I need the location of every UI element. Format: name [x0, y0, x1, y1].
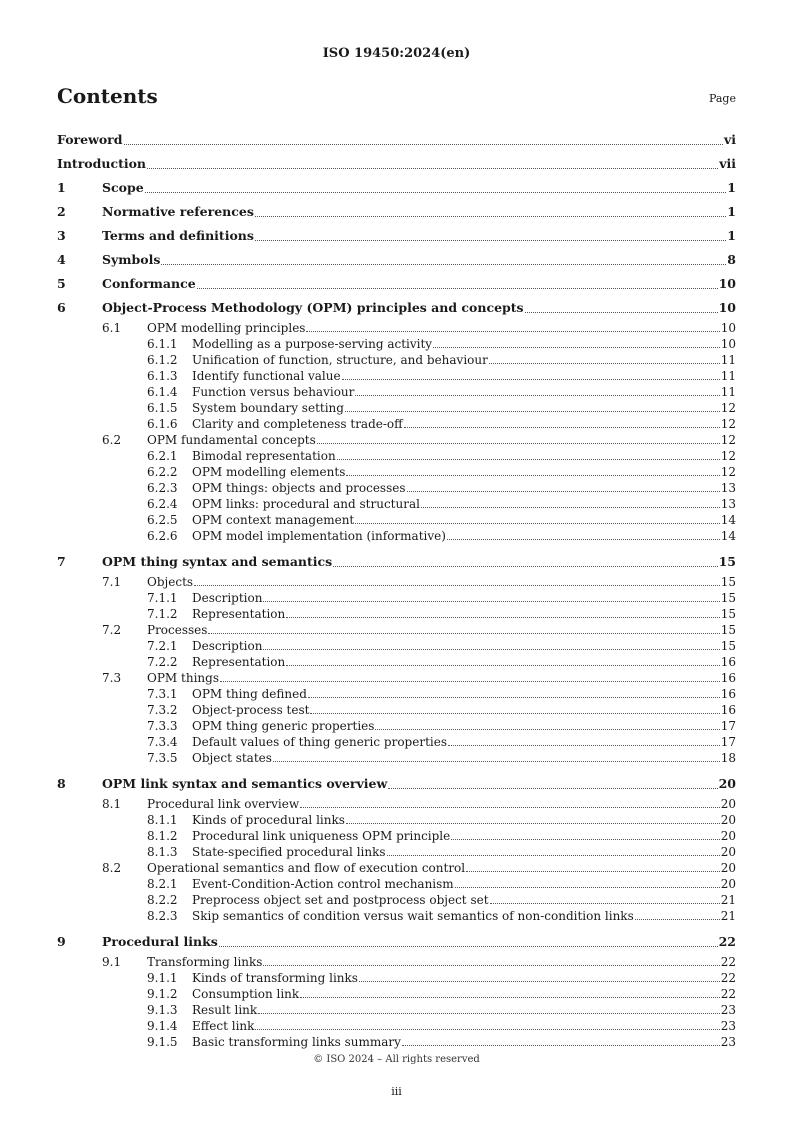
toc-entry-number: 5 [57, 276, 66, 291]
toc-entry-title[interactable]: Default values of thing generic properties [192, 735, 447, 749]
toc-entry[interactable] [57, 908, 736, 924]
toc-entry-number: 7 [57, 554, 66, 569]
toc-entry-page[interactable]: 20 [720, 861, 736, 875]
toc-entry-number: 8.2.3 [147, 909, 178, 923]
toc-entry[interactable] [57, 432, 736, 448]
dot-leader [194, 584, 720, 586]
toc-entry-page[interactable]: 20 [720, 829, 736, 843]
toc-entry[interactable] [57, 930, 736, 954]
dot-leader [220, 680, 720, 682]
toc-entry-number: 6.1 [102, 321, 122, 335]
dot-leader [455, 886, 720, 888]
toc-entry[interactable] [57, 1034, 736, 1050]
toc-entry-number: 8.2.2 [147, 893, 178, 907]
toc-entry-page[interactable]: 15 [718, 554, 736, 569]
copyright-notice: © ISO 2024 – All rights reserved [313, 1054, 480, 1065]
toc-entry-number: 7.3 [102, 671, 122, 685]
toc-entry-number: 6.1.2 [147, 353, 178, 367]
toc-entry-number: 7.3.4 [147, 735, 178, 749]
toc-entry-number: 6.1.6 [147, 417, 178, 431]
toc-entry[interactable] [57, 828, 736, 844]
toc-entry-title[interactable]: Transforming links [147, 955, 263, 969]
toc-entry-page[interactable]: 12 [720, 417, 736, 431]
toc-entry-title[interactable]: Conformance [102, 276, 196, 291]
toc-entry-title[interactable]: State-specified procedural links [192, 845, 386, 859]
toc-entry[interactable] [57, 654, 736, 670]
toc-entry-page[interactable]: 11 [720, 369, 736, 383]
dot-leader [407, 490, 720, 492]
dot-leader [310, 712, 719, 714]
toc-entry-page[interactable]: 10 [720, 321, 736, 335]
toc-entry[interactable] [57, 986, 736, 1002]
toc-entry-page[interactable]: 1 [727, 180, 736, 195]
toc-entry-number: 7.2.1 [147, 639, 178, 653]
toc-entry-number: 8.2 [102, 861, 122, 875]
toc-entry-page[interactable]: 17 [720, 735, 736, 749]
toc-entry[interactable] [57, 860, 736, 876]
toc-entry-page[interactable]: 10 [718, 276, 736, 291]
toc-entry-number: 7.2 [102, 623, 122, 637]
toc-entry[interactable] [57, 296, 736, 320]
toc-entry-title[interactable]: OPM modelling principles [147, 321, 306, 335]
toc-entry-number: 2 [57, 204, 66, 219]
toc-entry-page[interactable]: 12 [720, 449, 736, 463]
page-number: iii [391, 1085, 402, 1098]
toc-entry-number: 1 [57, 180, 66, 195]
toc-entry-page[interactable]: 23 [720, 1019, 736, 1033]
toc-entry-page[interactable]: 12 [720, 465, 736, 479]
dot-leader [337, 458, 720, 460]
dot-leader [300, 996, 720, 998]
toc-entry-title[interactable]: OPM model implementation (informative) [192, 529, 446, 543]
toc-entry[interactable] [57, 970, 736, 986]
toc-entry-page[interactable]: 21 [720, 893, 736, 907]
toc-entry-title[interactable]: Clarity and completeness trade-off [192, 417, 403, 431]
toc-entry-title[interactable]: Identify functional value [192, 369, 341, 383]
dot-leader [263, 964, 719, 966]
toc-entry[interactable] [57, 670, 736, 686]
toc-entry-number: 8 [57, 776, 66, 791]
toc-entry-number: 7.3.2 [147, 703, 178, 717]
toc-entry-number: 6.1.4 [147, 385, 178, 399]
toc-entry[interactable] [57, 512, 736, 528]
toc-entry-number: 9.1.5 [147, 1035, 178, 1049]
toc-entry-title[interactable]: Foreword [57, 132, 123, 147]
toc-entry[interactable] [57, 718, 736, 734]
toc-entry-number: 8.1 [102, 797, 122, 811]
toc-entry-page[interactable]: 12 [720, 401, 736, 415]
toc-entry[interactable] [57, 796, 736, 812]
toc-entry-page[interactable]: 15 [720, 575, 736, 589]
toc-entry-title[interactable]: Normative references [102, 204, 254, 219]
toc-entry-page[interactable]: 10 [718, 300, 736, 315]
dot-leader [635, 918, 720, 920]
dot-leader [355, 522, 719, 524]
dot-leader [286, 616, 719, 618]
toc-entry-title[interactable]: Representation [192, 655, 286, 669]
toc-entry[interactable] [57, 352, 736, 368]
toc-entry-title[interactable]: Procedural link overview [147, 797, 300, 811]
dot-leader [263, 600, 719, 602]
toc-entry[interactable] [57, 686, 736, 702]
dot-leader [124, 143, 723, 145]
toc-entry[interactable] [57, 622, 736, 638]
toc-entry-number: 9.1.2 [147, 987, 178, 1001]
toc-entry-number: 9.1.4 [147, 1019, 178, 1033]
toc-entry-page[interactable]: 1 [727, 204, 736, 219]
toc-entry[interactable] [57, 200, 736, 224]
toc-entry-page[interactable]: 17 [720, 719, 736, 733]
toc-entry-page[interactable]: 11 [720, 353, 736, 367]
toc-entry-title[interactable]: Description [192, 591, 263, 605]
toc-entry-number: 6.1.1 [147, 337, 178, 351]
toc-entry-number: 7.1.2 [147, 607, 178, 621]
dot-leader [490, 902, 720, 904]
toc-entry-number: 9.1.1 [147, 971, 178, 985]
toc-entry-title[interactable]: Kinds of procedural links [192, 813, 345, 827]
toc-entry-number: 6.2 [102, 433, 122, 447]
toc-entry-number: 9 [57, 934, 66, 949]
toc-entry-number: 8.1.2 [147, 829, 178, 843]
dot-leader [197, 287, 718, 289]
toc-entry-page[interactable]: vii [719, 156, 736, 171]
toc-entry-title[interactable]: OPM context management [192, 513, 355, 527]
toc-entry-number: 6.2.6 [147, 529, 178, 543]
dot-leader [255, 215, 726, 217]
toc-entry-page[interactable]: 22 [720, 955, 736, 969]
toc-entry[interactable] [57, 448, 736, 464]
toc-entry-title[interactable]: OPM things: objects and processes [192, 481, 406, 495]
toc-entry[interactable] [57, 638, 736, 654]
dot-leader [447, 538, 720, 540]
dot-leader [145, 191, 727, 193]
dot-leader [263, 648, 719, 650]
dot-leader [147, 167, 718, 169]
toc-entry[interactable] [57, 464, 736, 480]
toc-entry-title[interactable]: OPM thing syntax and semantics [102, 554, 333, 569]
toc-entry-page[interactable]: 16 [720, 687, 736, 701]
toc-entry-title[interactable]: Representation [192, 607, 286, 621]
toc-entry-page[interactable]: 13 [720, 481, 736, 495]
toc-entry-title[interactable]: Function versus behaviour [192, 385, 355, 399]
dot-leader [346, 822, 720, 824]
toc-entry-number: 7.3.5 [147, 751, 178, 765]
toc-entry-title[interactable]: OPM thing defined [192, 687, 307, 701]
toc-entry-page[interactable]: 20 [720, 845, 736, 859]
toc-entry[interactable] [57, 496, 736, 512]
toc-entry[interactable] [57, 734, 736, 750]
toc-entry-number: 7.3.1 [147, 687, 178, 701]
toc-entry-page[interactable]: 20 [720, 813, 736, 827]
toc-entry[interactable] [57, 480, 736, 496]
toc-entry-title[interactable]: Symbols [102, 252, 161, 267]
toc-entry-title[interactable]: Result link [192, 1003, 258, 1017]
toc-entry-title[interactable]: Processes [147, 623, 208, 637]
toc-entry-number: 9.1 [102, 955, 122, 969]
toc-entry[interactable] [57, 702, 736, 718]
toc-entry[interactable] [57, 1018, 736, 1034]
toc-entry[interactable] [57, 954, 736, 970]
toc-entry-page[interactable]: 22 [720, 971, 736, 985]
toc-entry-title[interactable]: Consumption link [192, 987, 300, 1001]
dot-leader [433, 346, 720, 348]
toc-entry-page[interactable]: 12 [720, 433, 736, 447]
toc-entry-page[interactable]: 15 [720, 607, 736, 621]
toc-entry-title[interactable]: Procedural links [102, 934, 218, 949]
toc-entry-page[interactable]: 13 [720, 497, 736, 511]
toc-entry[interactable] [57, 128, 736, 152]
toc-entry[interactable] [57, 892, 736, 908]
contents-heading: Contents [57, 84, 158, 108]
dot-leader [345, 410, 720, 412]
dot-leader [466, 870, 720, 872]
dot-leader [375, 728, 719, 730]
toc-entry-title[interactable]: OPM links: procedural and structural [192, 497, 420, 511]
toc-entry-page[interactable]: 15 [720, 623, 736, 637]
toc-entry[interactable] [57, 224, 736, 248]
dot-leader [404, 426, 720, 428]
dot-leader [402, 1044, 720, 1046]
dot-leader [346, 474, 719, 476]
toc-entry-number: 6.2.2 [147, 465, 178, 479]
toc-entry-number: 6.2.5 [147, 513, 178, 527]
toc-entry-title[interactable]: Unification of function, structure, and behaviour [192, 353, 488, 367]
toc-entry[interactable] [57, 336, 736, 352]
toc-entry[interactable] [57, 750, 736, 766]
toc-entry[interactable] [57, 272, 736, 296]
toc-entry-title[interactable]: Kinds of transforming links [192, 971, 358, 985]
toc-entry[interactable] [57, 320, 736, 336]
toc-entry[interactable] [57, 876, 736, 892]
toc-entry-number: 7.1 [102, 575, 122, 589]
toc-entry-page[interactable]: vi [723, 132, 736, 147]
toc-entry[interactable] [57, 384, 736, 400]
toc-entry-title[interactable]: Skip semantics of condition versus wait semantics of non-condition links [192, 909, 634, 923]
toc-entry-number: 8.1.1 [147, 813, 178, 827]
toc-entry-title[interactable]: OPM fundamental concepts [147, 433, 316, 447]
toc-entry-page[interactable]: 23 [720, 1003, 736, 1017]
toc-entry-number: 7.1.1 [147, 591, 178, 605]
toc-entry-page[interactable]: 23 [720, 1035, 736, 1049]
toc-entry-page[interactable]: 22 [720, 987, 736, 1001]
dot-leader [161, 263, 726, 265]
toc-entry-page[interactable]: 16 [720, 703, 736, 717]
dot-leader [387, 854, 720, 856]
toc-entry-page[interactable]: 20 [720, 877, 736, 891]
toc-entry[interactable] [57, 152, 736, 176]
toc-entry-title[interactable]: Preprocess object set and postprocess object set [192, 893, 489, 907]
toc-entry-number: 6.2.1 [147, 449, 178, 463]
toc-entry-title[interactable]: Objects [147, 575, 194, 589]
toc-entry[interactable] [57, 772, 736, 796]
toc-entry-title[interactable]: Procedural link uniqueness OPM principle [192, 829, 451, 843]
toc-entry-number: 6.1.5 [147, 401, 178, 415]
dot-leader [219, 945, 718, 947]
toc-entry-title[interactable]: System boundary setting [192, 401, 344, 415]
toc-entry-number: 6 [57, 300, 66, 315]
toc-entry[interactable] [57, 528, 736, 544]
toc-entry[interactable] [57, 606, 736, 622]
dot-leader [317, 442, 720, 444]
toc-entry-title[interactable]: OPM thing generic properties [192, 719, 375, 733]
toc-entry-title[interactable]: Object-Process Methodology (OPM) principles and concepts [102, 300, 524, 315]
toc-entry[interactable] [57, 550, 736, 574]
toc-entry-number: 7.3.3 [147, 719, 178, 733]
toc-entry-title[interactable]: OPM modelling elements [192, 465, 346, 479]
dot-leader [258, 1012, 720, 1014]
toc-entry-number: 4 [57, 252, 66, 267]
dot-leader [273, 760, 720, 762]
toc-entry-title[interactable]: OPM things [147, 671, 219, 685]
toc-entry[interactable] [57, 812, 736, 828]
dot-leader [255, 1028, 719, 1030]
toc-entry[interactable] [57, 416, 736, 432]
toc-entry-title[interactable]: Effect link [192, 1019, 255, 1033]
dot-leader [255, 239, 726, 241]
dot-leader [355, 394, 719, 396]
toc-entry-page[interactable]: 21 [720, 909, 736, 923]
toc-entry-page[interactable]: 16 [720, 671, 736, 685]
toc-entry-number: 8.2.1 [147, 877, 178, 891]
table-of-contents [57, 128, 736, 1050]
toc-entry-number: 3 [57, 228, 66, 243]
toc-entry-title[interactable]: Object-process test [192, 703, 310, 717]
toc-entry-title[interactable]: Modelling as a purpose-serving activity [192, 337, 433, 351]
toc-entry-title[interactable]: Object states [192, 751, 272, 765]
toc-entry-title[interactable]: Scope [102, 180, 144, 195]
toc-entry[interactable] [57, 176, 736, 200]
toc-entry-title[interactable]: Operational semantics and flow of execution control [147, 861, 466, 875]
toc-entry-title[interactable]: Description [192, 639, 263, 653]
toc-entry-page[interactable]: 22 [718, 934, 736, 949]
page-column-label: Page [708, 92, 736, 105]
dot-leader [451, 838, 719, 840]
dot-leader [308, 696, 720, 698]
toc-entry-page[interactable]: 15 [720, 639, 736, 653]
dot-leader [286, 664, 719, 666]
toc-entry-number: 6.1.3 [147, 369, 178, 383]
dot-leader [489, 362, 720, 364]
toc-entry-page[interactable]: 18 [720, 751, 736, 765]
toc-entry-number: 9.1.3 [147, 1003, 178, 1017]
toc-entry-page[interactable]: 1 [727, 228, 736, 243]
dot-leader [525, 311, 718, 313]
dot-leader [388, 787, 717, 789]
toc-entry-title[interactable]: Terms and definitions [102, 228, 254, 243]
toc-entry[interactable] [57, 590, 736, 606]
toc-entry-page[interactable]: 16 [720, 655, 736, 669]
toc-entry-page[interactable]: 8 [727, 252, 736, 267]
dot-leader [306, 330, 719, 332]
toc-entry[interactable] [57, 368, 736, 384]
dot-leader [342, 378, 720, 380]
toc-entry-page[interactable]: 15 [720, 591, 736, 605]
toc-entry[interactable] [57, 574, 736, 590]
toc-entry[interactable] [57, 400, 736, 416]
dot-leader [208, 632, 719, 634]
toc-entry-page[interactable]: 11 [720, 385, 736, 399]
toc-entry-page[interactable]: 14 [720, 513, 736, 527]
toc-entry-title[interactable]: Introduction [57, 156, 147, 171]
toc-entry[interactable] [57, 844, 736, 860]
toc-entry-number: 7.2.2 [147, 655, 178, 669]
toc-entry-page[interactable]: 20 [718, 776, 736, 791]
toc-entry-number: 6.2.3 [147, 481, 178, 495]
toc-entry[interactable] [57, 1002, 736, 1018]
dot-leader [333, 565, 717, 567]
toc-entry-number: 8.1.3 [147, 845, 178, 859]
toc-entry-title[interactable]: Bimodal representation [192, 449, 336, 463]
dot-leader [421, 506, 720, 508]
toc-entry-title[interactable]: Basic transforming links summary [192, 1035, 401, 1049]
toc-entry[interactable] [57, 248, 736, 272]
toc-entry-title[interactable]: OPM link syntax and semantics overview [102, 776, 388, 791]
dot-leader [359, 980, 720, 982]
toc-entry-page[interactable]: 20 [720, 797, 736, 811]
toc-entry-number: 6.2.4 [147, 497, 178, 511]
document-id-header: ISO 19450:2024(en) [322, 46, 471, 61]
toc-entry-title[interactable]: Event-Condition-Action control mechanism [192, 877, 454, 891]
toc-entry-page[interactable]: 14 [720, 529, 736, 543]
dot-leader [300, 806, 720, 808]
toc-entry-page[interactable]: 10 [720, 337, 736, 351]
dot-leader [448, 744, 720, 746]
